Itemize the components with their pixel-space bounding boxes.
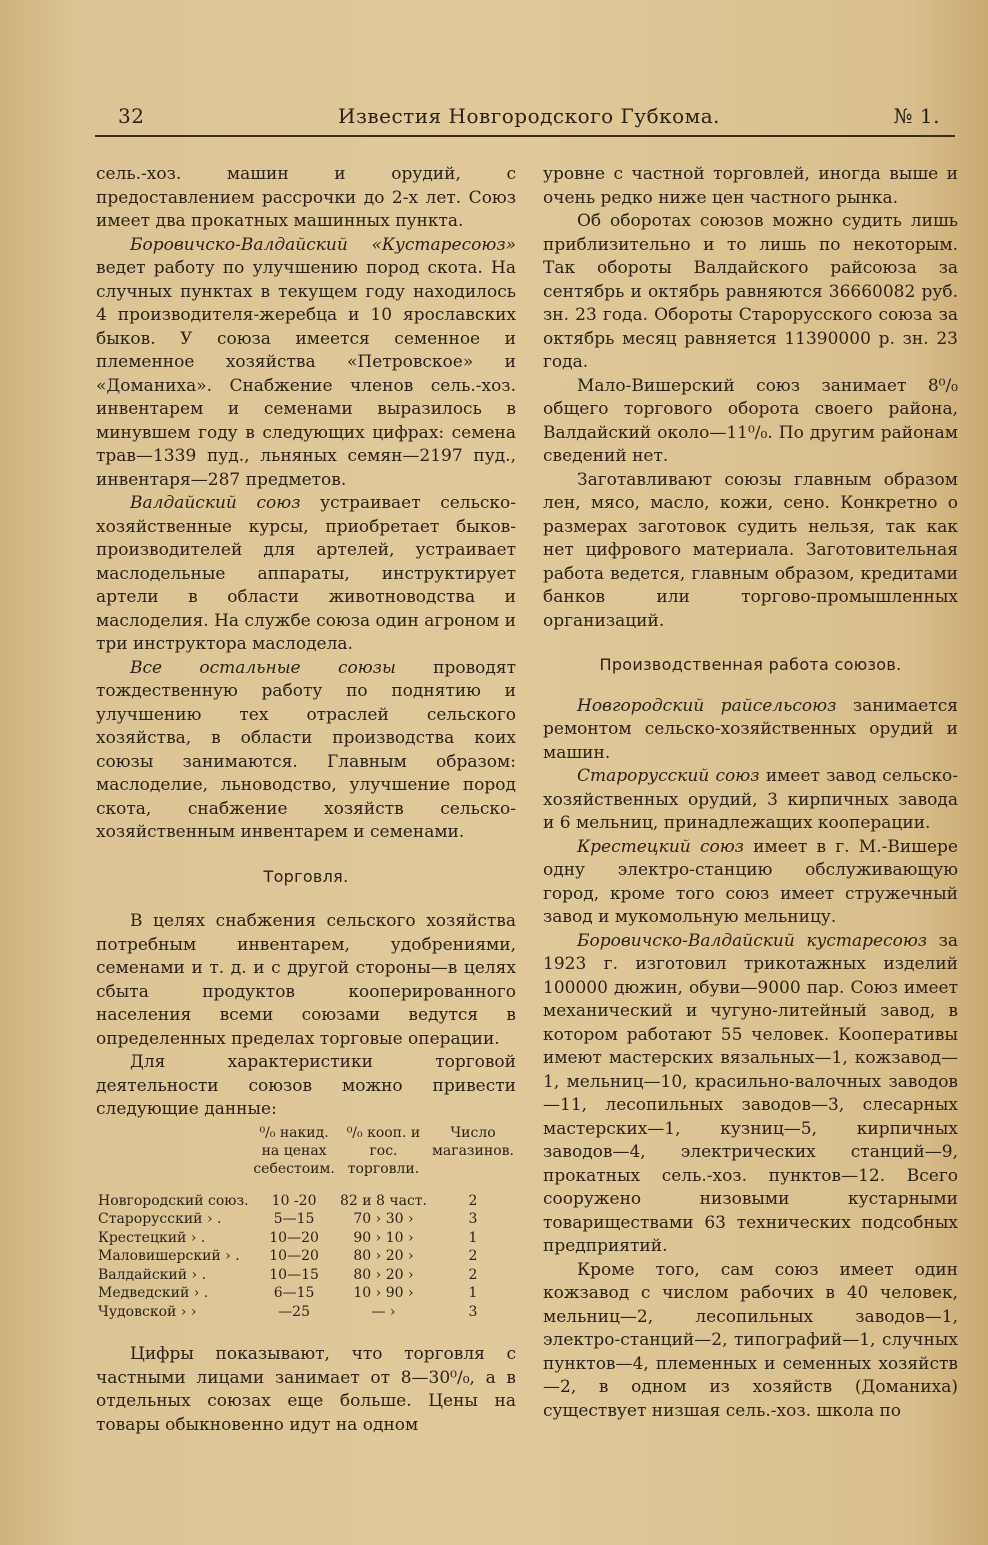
coop-share-cell: 80 › 20 › (353, 1248, 414, 1264)
union-name: Валдайский › . (98, 1266, 207, 1283)
table-row (96, 1192, 516, 1211)
paragraph (543, 695, 958, 766)
paragraph: В целях снабжения сельского хозяйства потребным инвентарем, удобрениями, семенами и т. д. и с другой стороны—в целях сбыта продуктов кооперированного населения всеми союзами ведутся в определенных пределах торговые операции. (96, 911, 516, 1049)
paragraph (543, 765, 958, 836)
org-name: Боровичско-Валдайский «Кустаресоюз» (130, 234, 516, 255)
paragraph-text: имеет завод сельско-хозяйственных орудий, 3 кирпичных завода и 6 мельниц, принадлежащих кооперации. (543, 766, 958, 833)
page-number: 32 (118, 104, 145, 128)
org-name: Крестецкий союз (577, 836, 744, 857)
right-column (543, 163, 958, 1423)
markup-cell: —25 (278, 1303, 310, 1320)
paragraph: Для характеристики торговой деятельности союзов можно привести следующие данные: (96, 1052, 516, 1119)
table-row (96, 1247, 516, 1266)
paragraph-text: имеет в г. М.-Вишере одну электро-станцию обслуживающую город, кроме того союз имеет стружечный завод и мукомольную мельницу. (543, 836, 958, 927)
coop-share-cell: — › (371, 1303, 396, 1320)
shops-cell: 2 (468, 1248, 478, 1264)
union-name: Крестецкий › . (98, 1229, 206, 1246)
org-name: Новгородский райсельсоюз (577, 695, 837, 716)
header-rule (95, 135, 955, 137)
shops-cell: 2 (468, 1266, 478, 1283)
issue-number: № 1. (893, 104, 940, 128)
paragraph-text: проводят тождественную работу по поднятию и улучшению тех отраслей сельского хозяйства, в области производства коих союзы занимаются. Главным образом: маслоделие, льноводство, улучшение пород скота, снабжение хозяйств сельско-хозяйственным инвентарем и семенами. (96, 657, 516, 842)
paragraph (543, 836, 958, 930)
shops-cell: 2 (468, 1192, 478, 1209)
table-row (96, 1266, 516, 1285)
paragraph-text: занимается ремонтом сельско-хозяйственных орудий и машин. (543, 695, 958, 763)
union-name: Новгородский союз. (98, 1192, 249, 1209)
markup-cell: 5—15 (273, 1211, 315, 1227)
union-name: Маловишерский › . (98, 1248, 240, 1264)
org-name: Старорусский союз (577, 766, 760, 786)
org-name: Все остальные союзы (130, 657, 396, 678)
paragraph (543, 930, 958, 1259)
table-row (96, 1229, 516, 1248)
paragraph (96, 492, 516, 657)
coop-share-cell: 82 и 8 част. (339, 1192, 427, 1209)
column-header: ⁰/₀ накид. на ценах себестоим. (253, 1124, 335, 1177)
paragraph: Мало-Вишерский союз занимает 8⁰/₀ общего торгового оборота своего района, Валдайский около—11⁰/₀. По другим районам сведений нет. (543, 375, 958, 466)
markup-cell: 10—20 (269, 1229, 319, 1246)
running-header (118, 104, 940, 134)
paragraph: сель.-хоз. машин и орудий, с предоставлением рассрочки до 2-х лет. Союз имеет два прокатных машинных пункта. (96, 164, 516, 231)
shops-cell: 3 (468, 1211, 478, 1227)
section-heading-trade: Торговля. (263, 866, 349, 886)
markup-cell: 10—15 (269, 1266, 319, 1283)
trade-table-wrap (96, 1124, 516, 1322)
column-header: ⁰/₀ кооп. и гос. торговли. (346, 1124, 421, 1177)
left-column (96, 163, 516, 1437)
journal-title: Известия Новгородского Губкома. (338, 104, 720, 128)
paragraph: Заготавливают союзы главным образом лен, мясо, масло, кожи, сено. Конкретно о размерах заготовок судить нельзя, так как нет цифрового материала. Заготовительная работа ведется, главным образом, кредитами банков или торгово-промышленных организаций. (543, 469, 958, 631)
org-name: Боровичско-Валдайский кустаресоюз (577, 930, 928, 951)
paragraph: уровне с частной торговлей, иногда выше и очень редко ниже цен частного рынка. (543, 164, 958, 208)
paragraph: Кроме того, сам союз имеет один кожзавод с числом рабочих в 40 человек, мельниц—2, лесопильных заводов—1, электро-станций—2, типографий—1, случных пунктов—4, племенных и семенных хозяйств—2, в одном из хозяйств (Доманиха) существует низшая сель.-хоз. школа по (543, 1259, 958, 1421)
section-heading-production: Производственная работа союзов. (599, 655, 902, 674)
trade-table (96, 1124, 516, 1322)
coop-share-cell: 70 › 30 › (353, 1211, 414, 1227)
column-header: Число магазинов. (432, 1124, 514, 1159)
paragraph (96, 234, 516, 493)
org-name: Валдайский союз (130, 493, 301, 513)
paragraph-text: за 1923 г. изготовил трикотажных изделий 100000 дюжин, обуви—9000 пар. Союз имеет механический и чугуно-литейный завод, в котором работают 55 человек. Кооперативы имеют мастерских вязальных—1, кожзавод—1, мельниц—10, красильно-валочных заводов—11, лесопильных заводов—3, слесарных мастерских—1, кузниц—5, кирпичных заводов—4, электрических станций—9, прокатных сель.-хоз. пунктов—12. Всего сооружено низовыми кустарными товариществами 63 технических подсобных предприятий. (543, 930, 958, 1256)
coop-share-cell: 90 › 10 › (353, 1229, 414, 1246)
shops-cell: 1 (468, 1285, 478, 1301)
table-row (96, 1284, 516, 1303)
paragraph: Цифры показывают, что торговля с частными лицами занимает от 8—30⁰/₀, а в отдельных союзах еще больше. Цены на товары обыкновенно идут на одном (96, 1344, 516, 1435)
column-header (96, 1124, 251, 1192)
table-row (96, 1303, 516, 1322)
paragraph (96, 657, 516, 845)
shops-cell: 3 (468, 1303, 478, 1320)
shops-cell: 1 (468, 1229, 478, 1246)
paragraph: Об оборотах союзов можно судить лишь приблизительно и то лишь по некоторым. Так обороты Валдайского райсоюза за сентябрь и октябрь равняются 36660082 руб. зн. 23 года. Обороты Старорусского союза за октябрь месяц равняется 11390000 р. зн. 23 года. (543, 211, 958, 372)
paragraph-text: ведет работу по улучшению пород скота. На случных пунктах в текущем году находилось 4 производителя-жеребца и 10 ярославских быков. У союза имеется семенное и племенное хозяйства «Петровское» и «Доманиха». Снабжение членов сель.-хоз. инвентарем и семенами выразилось в минувшем году в следующих цифрах: семена трав—1339 пуд., льняных семян—2197 пуд., инвентаря—287 предметов. (96, 258, 516, 490)
markup-cell: 10—20 (269, 1248, 319, 1264)
union-name: Медведский › . (98, 1285, 209, 1301)
paragraph-text: устраивает сельско-хозяйственные курсы, приобретает быков-производителей для артелей, устраивает маслодельные аппараты, инструктирует артели в области животноводства и маслоделия. На службе союза один агроном и три инструктора маслодела. (96, 493, 516, 654)
coop-share-cell: 80 › 20 › (353, 1266, 414, 1283)
table-header-row (96, 1124, 516, 1192)
markup-cell: 6—15 (273, 1285, 315, 1301)
markup-cell: 10 -20 (271, 1192, 317, 1209)
union-name: Старорусский › . (98, 1211, 222, 1227)
table-row (96, 1210, 516, 1229)
union-name: Чудовской › › (98, 1303, 197, 1320)
coop-share-cell: 10 › 90 › (353, 1285, 414, 1301)
